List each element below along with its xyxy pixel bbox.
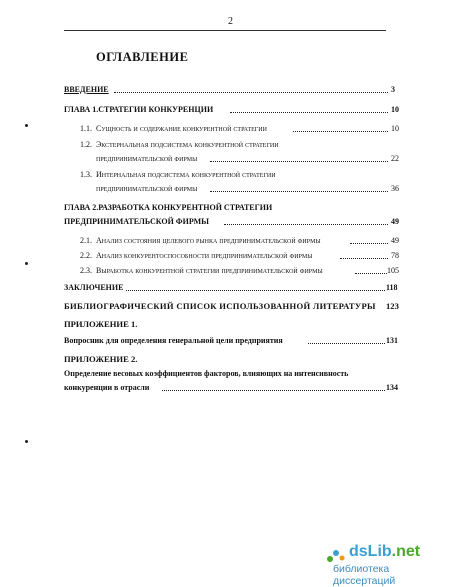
toc-page: 10	[391, 124, 399, 133]
toc-label: Интернальная подсистема конкурентной стратегии	[96, 170, 276, 179]
leader-dots	[308, 343, 385, 344]
leader-dots	[162, 390, 385, 391]
toc-label: Вопросник для определения генеральной цели предприятия	[64, 336, 283, 345]
page-number: 2	[228, 16, 233, 27]
toc-page: 131	[386, 336, 398, 345]
leader-dots	[350, 243, 388, 244]
leader-dots	[340, 258, 388, 259]
toc-page: 78	[391, 251, 399, 260]
punch-mark	[25, 124, 28, 127]
dslib-tagline: библиотека диссертаций	[333, 563, 396, 587]
toc-label: конкуренции в отрасли	[64, 383, 150, 392]
toc-page: 123	[386, 301, 399, 311]
toc-page: 3	[391, 85, 395, 94]
dslib-logo-icon	[325, 545, 347, 565]
leader-dots	[114, 92, 388, 93]
brand-main: dsLib	[349, 543, 392, 560]
toc-number: 1.2.	[80, 140, 92, 149]
toc-page: 134	[386, 383, 398, 392]
appendix-1-heading: ПРИЛОЖЕНИЕ 1.	[64, 319, 138, 329]
toc-label: предпринимательской фирмы	[96, 184, 198, 193]
punch-mark	[25, 262, 28, 265]
toc-number: 2.3.	[80, 266, 92, 275]
toc-page: 49	[391, 217, 399, 226]
punch-mark	[25, 440, 28, 443]
toc-label: предпринимательской фирмы	[96, 154, 198, 163]
toc-page: 49	[391, 236, 399, 245]
toc-label: Определение весовых коэффициентов факторов, влияющих на интенсивность	[64, 369, 349, 378]
toc-number: 2.2.	[80, 251, 92, 260]
leader-dots	[230, 112, 388, 113]
toc-label: Сущность и содержание конкурентной стратегии	[96, 124, 267, 133]
toc-label: БИБЛИОГРАФИЧЕСКИЙ СПИСОК ИСПОЛЬЗОВАННОЙ ЛИТЕРАТУРЫ	[64, 301, 376, 311]
leader-dots	[210, 161, 388, 162]
toc-page: 118	[386, 283, 398, 292]
toc-label: ВВЕДЕНИЕ	[64, 85, 109, 94]
appendix-2-heading: ПРИЛОЖЕНИЕ 2.	[64, 354, 138, 364]
leader-dots	[210, 191, 388, 192]
leader-dots	[355, 273, 387, 274]
toc-label: Экстернальная подсистема конкурентной стратегии	[96, 140, 279, 149]
leader-dots	[126, 290, 385, 291]
toc-label: Анализ конкурентоспособности предпринимательской фирмы	[96, 251, 313, 260]
toc-label: Анализ состояния целевого рынка предпринимательской фирмы	[96, 236, 321, 245]
toc-page: 10	[391, 105, 399, 114]
toc-number: 1.3.	[80, 170, 92, 179]
toc-number: 1.1.	[80, 124, 92, 133]
toc-label: ГЛАВА 1.СТРАТЕГИИ КОНКУРЕНЦИИ	[64, 105, 214, 114]
toc-title: ОГЛАВЛЕНИЕ	[96, 50, 189, 64]
toc-label: Выработка конкурентной стратегии предпринимательской фирмы	[96, 266, 323, 275]
brand-tld: .net	[391, 543, 421, 560]
toc-page: 36	[391, 184, 399, 193]
toc-label: ЗАКЛЮЧЕНИЕ	[64, 283, 124, 292]
leader-dots	[224, 224, 388, 225]
leader-dots	[293, 131, 388, 132]
toc-label: ПРЕДПРИНИМАТЕЛЬСКОЙ ФИРМЫ	[64, 217, 210, 226]
toc-number: 2.1.	[80, 236, 92, 245]
header-rule	[64, 30, 386, 31]
toc-page: 22	[391, 154, 399, 163]
dslib-logo[interactable]	[349, 543, 420, 561]
toc-label: ГЛАВА 2.РАЗРАБОТКА КОНКУРЕНТНОЙ СТРАТЕГИИ	[64, 203, 273, 212]
toc-page: 105	[387, 266, 399, 275]
